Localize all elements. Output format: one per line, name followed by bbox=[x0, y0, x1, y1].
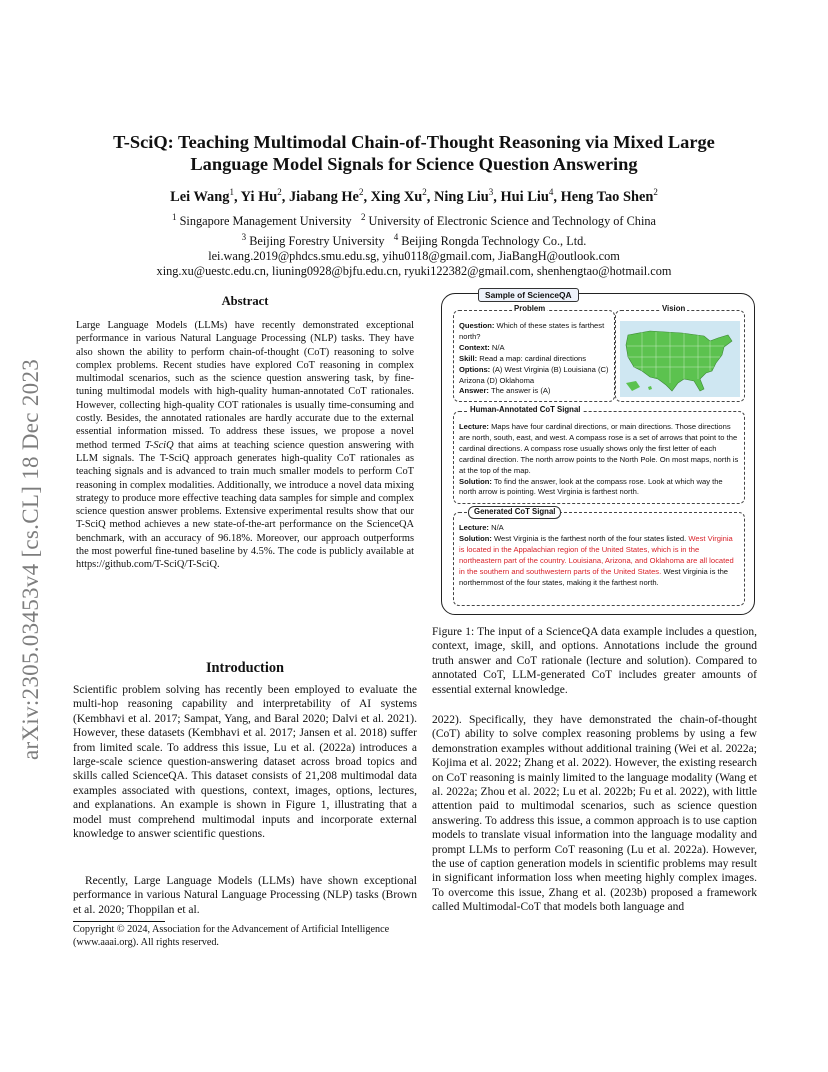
author: Hui Liu$^4$ bbox=[500, 187, 554, 205]
human-cot-label: Human-Annotated CoT Signal bbox=[470, 405, 581, 414]
author-list: Lei Wang$^1$, Yi Hu$^2$, Jiabang He$^2$, Xing Xu$^2$, Ning Liu$^3$, Hui Liu$^4$, Heng Tao Shen$^2$ bbox=[170, 187, 658, 205]
right-column-paragraph: 2022). Specifically, they have demonstrated the chain-of-thought (CoT) ability to solve complex reasoning problems by using a few demonstration examples without additional training (Wei et al. 2022a; Kojima et al. 2022; Zhang et al. 2022). However, the existing research on CoT reasoning is mainly limited to the language modality (Wang et al. 2022a; Zhou et al. 2022; Lu et al. 2022b; Fu et al. 2022), with little attention paid to multimodal scenarios, such as science question answering. To address this issue, a common approach is to use caption models to translate visual information into the language modality and prompt LLMs to perform CoT reasoning (Lu et al. 2022a). However, the use of caption generation models in scientific problems may result in significant information loss when meeting highly complex images. To overcome this issue, Zhang et al. (2023b) proposed a framework called Multimodal-CoT that models both language and bbox=[432, 714, 757, 914]
author: Yi Hu$^2$ bbox=[240, 187, 282, 205]
author: Xing Xu$^2$ bbox=[370, 187, 427, 205]
affiliation-line-2: $^3$ Beijing Forestry University $^4$ Beijing Rongda Technology Co., Ltd. bbox=[241, 231, 587, 248]
introduction-heading: Introduction bbox=[205, 660, 285, 676]
author: Jiabang He$^2$ bbox=[288, 187, 364, 205]
emails-line-1: lei.wang.2019@phdcs.smu.edu.sg, yihu0118@gmail.com, JiaBangH@outlook.com bbox=[208, 249, 620, 263]
title-line-2: Language Model Signals for Science Question Answering bbox=[190, 154, 638, 174]
us-map-image bbox=[620, 321, 740, 397]
problem-label: Problem bbox=[514, 304, 546, 313]
affiliations bbox=[60, 210, 768, 280]
vision-label: Vision bbox=[662, 304, 686, 313]
figure-tab: Sample of ScienceQA bbox=[478, 288, 579, 302]
abstract-text: Large Language Models (LLMs) have recently demonstrated exceptional performance in various Natural Language Processing (NLP) tasks. They have also shown the ability to perform chain-of-thought (CoT) reasoning to solve complex problems. Recent studies have explored CoT reasoning in complex multimodal scenarios, such as the science question answering task, by fine-tuning multimodal models with high-quality human-annotated CoT rationales. However, collecting high-quality COT rationales is usually time-consuming and costly. Besides, the annotated rationales are hardly accurate due to the external essential information missed. To address these issues, we propose a novel method termed T-SciQ that aims at teaching science question answering with LLM signals. The T-SciQ approach generates high-quality CoT rationales as teaching signals and is advanced to train much smaller models to perform CoT reasoning in complex modalities. Additionally, we introduce a novel data mixing strategy to produce more effective teaching data samples for simple and complex science question answer problems. Extensive experimental results show that our T-SciQ method achieves a new state-of-the-art performance on the ScienceQA benchmark, with an accuracy of 96.18%. Moreover, our approach outperforms the most powerful fine-tuned baseline by 4.5%. The code is publicly available at https://github.com/T-SciQ/T-SciQ. bbox=[76, 320, 414, 571]
problem-content: Question: Which of these states is farthest north? Context: N/A Skill: Read a map: cardinal directions Options: (A) West Virginia (B) Louisiana (C) Arizona (D) Oklahoma Answer: The answer is (A) bbox=[459, 321, 609, 396]
human-cot-box bbox=[453, 405, 745, 504]
author: Ning Liu$^3$ bbox=[433, 187, 494, 205]
abstract-heading: Abstract bbox=[221, 294, 269, 308]
vision-box bbox=[615, 304, 745, 402]
problem-box bbox=[453, 304, 615, 402]
author: Heng Tao Shen$^2$ bbox=[560, 187, 658, 205]
generated-cot-box bbox=[453, 507, 745, 606]
figure-1-caption: Figure 1: The input of a ScienceQA data example includes a question, context, image, skill, and options. Annotations include the ground truth answer and CoT rationale (lecture and solution). Compared to annotated CoT, LLM-generated CoT includes greater amounts of essential external knowledge. bbox=[432, 626, 757, 696]
arxiv-identifier[interactable]: arXiv:2305.03453v4 [cs.CL] 18 Dec 2023 bbox=[18, 358, 43, 760]
copyright-notice: Copyright © 2024, Association for the Advancement of Artificial Intelligence (www.aaai.org). All rights reserved. bbox=[73, 924, 390, 948]
human-cot-content: Lecture: Maps have four cardinal directions, or main directions. Those directions are north, south, east, and west. A compass rose is a set of arrows that point to the cardinal directions. A compass rose usually shows only the first letter of each cardinal direction. The north arrow points to the North Pole. On most maps, north is at the top of the map. Solution: To find the answer, look at the compass rose. Look at which way the north arrow is pointing. West Virginia is farthest north. bbox=[459, 422, 739, 497]
title-line-1: T-SciQ: Teaching Multimodal Chain-of-Thought Reasoning via Mixed Large bbox=[113, 132, 715, 152]
generated-cot-label: Generated CoT Signal bbox=[468, 506, 561, 519]
paper-title bbox=[72, 131, 756, 175]
affiliation-line-1: $^1$ Singapore Management University $^2$ University of Electronic Science and Technology of China bbox=[172, 212, 656, 229]
intro-paragraph-1: Scientific problem solving has recently been employed to evaluate the multi-hop reasoning capability and interpretability of AI systems (Kembhavi et al. 2017; Sampat, Yang, and Baral 2020; Dalvi et al. 2021). However, these datasets (Kembhavi et al. 2017; Jansen et al. 2018) suffer from limited scale. To address this issue, Lu et al. (2022a) introduces a large-scale science question-answering dataset across broad topics and skills called ScienceQA. This dataset consists of 21,208 multimodal data examples associated with questions, context, images, options, lectures, and explanations. An example is shown in Figure 1, illustrating that a model must comprehend multimodal inputs and incorporate external knowledge to answer scientific questions. bbox=[73, 684, 417, 841]
footnote-rule bbox=[73, 921, 165, 922]
author: Lei Wang$^1$ bbox=[170, 187, 234, 205]
intro-paragraph-2: Recently, Large Language Models (LLMs) have shown exceptional performance in various Natural Language Processing (NLP) tasks (Brown et al. 2020; Thoppilan et al. bbox=[73, 875, 417, 916]
figure-1 bbox=[441, 290, 755, 615]
emails-line-2: xing.xu@uestc.edu.cn, liuning0928@bjfu.edu.cn, ryuki122382@gmail.com, shenhengtao@hotmail.com bbox=[156, 264, 672, 279]
generated-cot-content: Lecture: N/A Solution: West Virginia is the farthest north of the four states listed. West Virginia is located in the Appalachian region of the United States, which is in the northeastern part of the country. Louisiana, Arizona, and Oklahoma are all located in the southern and southwestern parts of the United States. West Virginia is the northernmost of the four states, making it the farthest north. bbox=[459, 523, 734, 587]
